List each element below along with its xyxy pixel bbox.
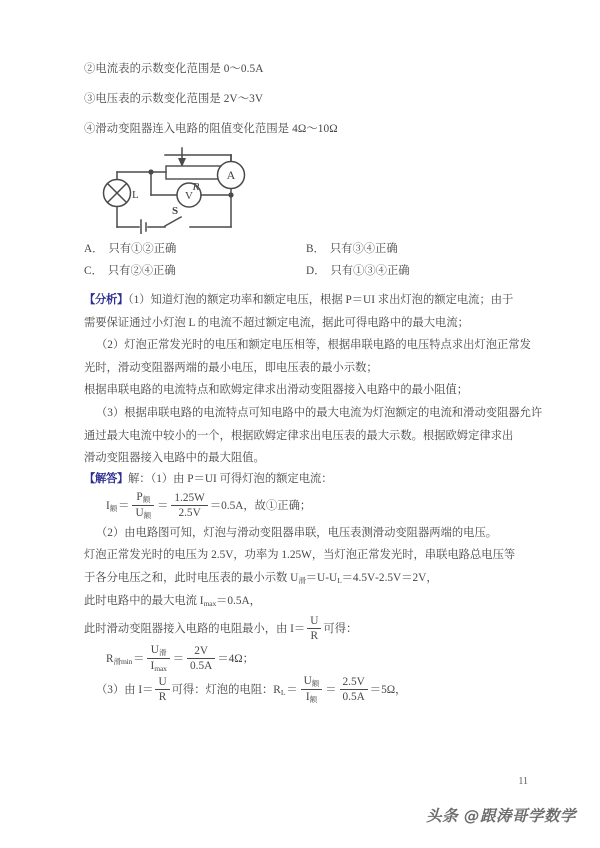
equals-sign: ＝ [118,499,130,512]
page-number: 11 [518,776,528,787]
formula1-lhs-sub: 额 [109,503,118,513]
sub-max: max [203,599,217,609]
line-prefix: 此时滑动变阻器接入电路的电阻最小，由 I＝ [84,623,306,636]
solution-tag: 【解答】 [84,473,128,485]
formula-rated-current [84,491,532,522]
solution-line: 灯泡正常发光时的电压为 2.5V，功率为 1.25W，当灯泡正常发光时，串联电路总电压等 [84,549,516,562]
line-prefix: 于各分电压之和，此时电压表的最小示数 U [84,571,299,584]
fraction-denominator [147,659,169,674]
analysis-line: （2）灯泡正常发光时的电压和额定电压相等，根据串联电路的电压特点求出灯泡正常发 [96,339,531,352]
fraction-p-over-u [132,490,154,521]
formula2-lhs-sub: 滑min [113,657,133,667]
fraction-urated-over-irated [301,674,323,705]
statement-item: ④滑动变阻器连入电路的阻值变化范围是 4Ω～10Ω [84,123,338,135]
line-tail: ＝4.5V‐2.5V＝2V， [341,571,438,584]
option-a-label: A． [84,243,104,255]
formula3-mid: 可得：灯泡的电阻： [171,684,274,697]
formula2-result: ＝4Ω； [217,653,254,666]
fraction-numerator [147,643,169,659]
junction-dot [228,192,233,197]
den-symbol: I [150,660,155,673]
formula3-result: ＝5Ω， [369,684,407,697]
sub-l: L [337,575,342,585]
option-c-text: 只有②④正确 [107,265,176,277]
option-row [84,260,528,282]
resistor-label: R [192,181,200,193]
solution-intro: 解：（1）由 P＝UI 可得灯泡的额定电流： [128,473,333,485]
den-sub: 额 [143,510,152,520]
equals-sign: ＝ [157,499,169,512]
formula3-prefix: （3）由 I＝ [96,684,154,697]
solution-line: （2）由电路图可知，灯泡与滑动变阻器串联，电压表测滑动变阻器两端的电压。 [96,526,498,539]
num-sub: 额 [311,679,320,689]
analysis-line: 滑动变阻器接入电路中的最大阻值。 [84,452,265,465]
fraction-numerator [301,674,323,690]
line-prefix: 此时电路中的最大电流 I [84,595,204,608]
fraction-values [187,644,215,673]
line-mid: ＝U‐U [305,571,338,584]
num-symbol: P [136,490,143,503]
formula-min-resistance [84,644,532,675]
statement-item: ③电压表的示数变化范围是 2V～3V [84,93,264,105]
num-sub: 额 [142,494,151,504]
analysis-line: （1）知道灯泡的额定功率和额定电压，根据 P＝UI 求出灯泡的额定电流；由于 [128,294,514,306]
solution-ohm-line [84,614,532,644]
num-symbol: U [303,675,312,688]
statement-list [84,58,528,148]
option-row [84,238,528,260]
statement-item: ②电流表的示数变化范围是 0～0.5A [84,63,264,75]
fraction-denominator: 2.5V [178,506,201,519]
sub-hua: 滑 [298,575,306,585]
equals-sign: ＝ [325,684,337,697]
formula1-lhs: I [106,499,110,512]
analysis-section [84,289,543,470]
equals-sign: ＝ [133,653,145,666]
analysis-first-line [84,289,532,312]
fraction-numerator [132,490,154,506]
formula1-result: ＝0.5A，故①正确； [209,499,312,512]
fraction-denominator [301,690,323,705]
formula3-lhs: R [273,684,281,697]
fraction-denominator: R [310,629,319,642]
solution-max-current-line [84,590,532,614]
fraction-numerator: 1.25W [171,491,207,506]
option-c-label: C． [84,265,103,277]
formula3-lhs-sub: L [280,688,286,698]
solution-min-voltage-line [84,567,532,591]
fraction-u-over-r [155,675,169,704]
analysis-line: 通过最大电流中较小的一个，根据欧姆定律求出电压表的最大示数。根据欧姆定律求出 [84,429,514,442]
line-tail: ＝0.5A， [216,595,261,608]
fraction-u-over-r [307,614,321,643]
fraction-numerator: 2.5V [340,675,368,690]
option-b[interactable] [306,238,528,260]
watermark: 头条 @跟涛哥学数学 [426,807,576,825]
equals-sign: ＝ [172,653,185,666]
analysis-line: 光时，滑动变阻器两端的最小电压，即电压表的最小示数； [84,361,378,374]
fraction-denominator: 0.5A [342,691,365,704]
analysis-line: （3）根据串联电路的电流特点可知电路中的最大电流为灯泡额定的电流和滑动变阻器允许 [96,406,543,419]
den-symbol: U [135,506,144,519]
fraction-numerator: 2V [187,644,215,659]
formula-lamp-resistance [84,675,532,706]
option-a[interactable] [84,238,306,260]
equals-sign: ＝ [286,684,298,697]
num-sub: 滑 [158,648,167,658]
option-b-label: B． [306,243,325,255]
switch-label: S [171,205,179,217]
den-sub: max [154,664,167,674]
fraction-denominator: R [158,691,167,704]
option-c[interactable] [84,260,306,282]
circuit-diagram [92,146,324,234]
den-sub: 额 [309,695,317,705]
solution-section [84,468,532,706]
option-d-label: D． [306,265,326,277]
option-a-text: 只有①②正确 [108,243,177,255]
analysis-line: 需要保证通过小灯泡 L 的电流不超过额定电流，据此可得电路中的最大电流； [84,316,469,329]
num-symbol: U [150,644,159,657]
fraction-values [340,675,368,704]
fraction-values [171,491,207,520]
analysis-tag: 【分析】 [84,294,128,306]
voltmeter-label: V [185,190,193,202]
fraction-numerator: U [307,614,321,629]
formula2-lhs: R [106,653,114,666]
fraction-denominator [132,506,154,521]
junction-dot [148,169,153,174]
line-tail: 可得： [323,623,358,636]
analysis-line: 根据串联电路的电流特点和欧姆定律求出滑动变阻器接入电路中的最小阻值； [84,384,469,397]
fraction-denominator: 0.5A [190,660,213,673]
solution-first-line [84,468,532,491]
lamp-label: L [132,189,139,201]
answer-options [84,238,528,282]
fraction-numerator: U [155,675,169,690]
ammeter-label: A [226,168,236,182]
option-b-text: 只有③④正确 [329,243,398,255]
option-d[interactable] [306,260,528,282]
option-d-text: 只有①③④正确 [330,265,410,277]
fraction-uhua-over-imax [147,643,169,674]
den-symbol: I [305,691,310,704]
